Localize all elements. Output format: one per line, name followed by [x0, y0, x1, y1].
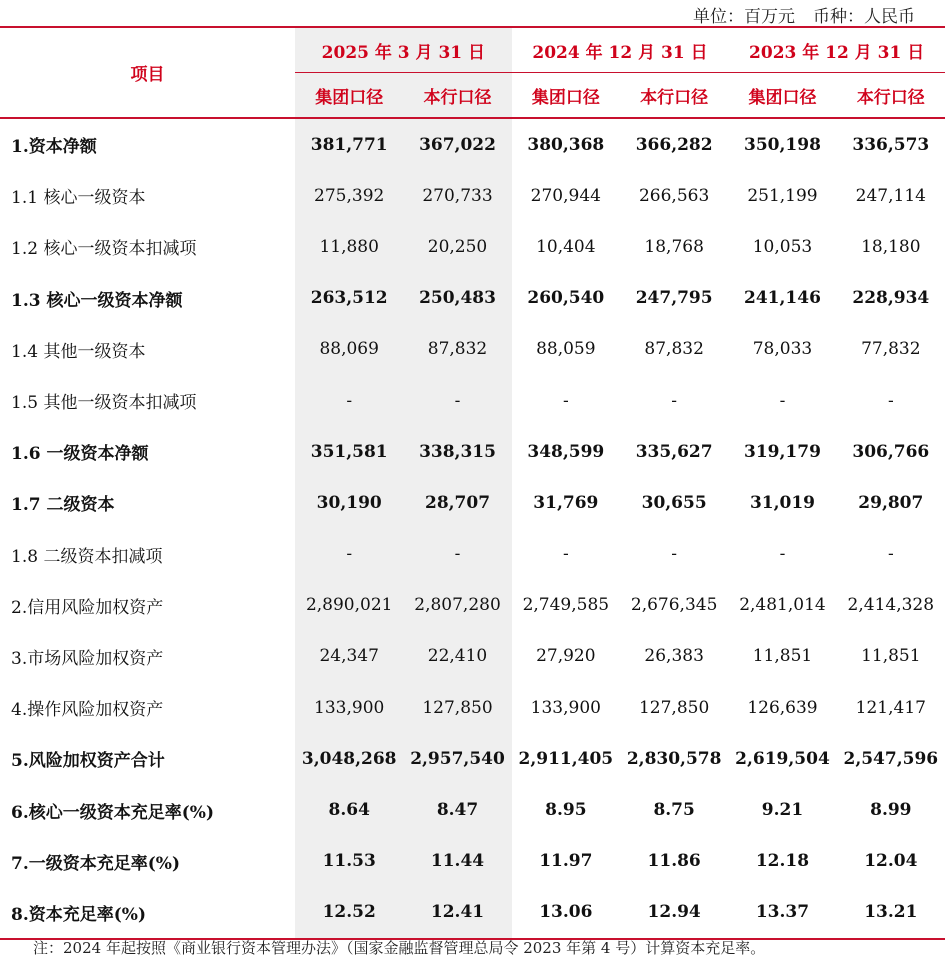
scope-header: 本行口径	[620, 73, 728, 119]
value-cell: 3,048,268	[295, 733, 403, 784]
value-cell: 11.97	[539, 851, 593, 872]
row-label: 1.8 二级资本扣减项	[11, 546, 163, 567]
value-cell: -	[671, 544, 678, 565]
value-cell: -	[562, 390, 569, 411]
value-cell: 2,676,345	[630, 595, 718, 616]
value-cell: 13.06	[512, 887, 620, 939]
value-cell: 336,573	[852, 134, 930, 155]
value-cell: 8.47	[403, 784, 511, 835]
value-cell: 10,053	[752, 236, 813, 257]
value-cell: 263,512	[295, 273, 403, 324]
value-cell: 11.86	[647, 851, 701, 872]
row-label: 1.3 核心一级资本净额	[11, 290, 183, 311]
value-cell: 8.64	[295, 784, 403, 835]
table-row	[0, 375, 945, 426]
item-column-header: 项目	[0, 27, 295, 118]
value-cell: 2,619,504	[735, 748, 830, 769]
value-cell: 13.21	[837, 887, 945, 939]
value-cell: 78,033	[752, 339, 813, 360]
value-cell: 11,880	[295, 221, 403, 272]
value-cell: 351,581	[295, 426, 403, 477]
value-cell: 241,146	[744, 288, 821, 309]
scope-header: 本行口径	[403, 73, 511, 119]
row-label: 3.市场风险加权资产	[11, 648, 164, 669]
value-cell: 367,022	[403, 118, 511, 170]
value-cell: 127,850	[403, 682, 511, 733]
value-cell: 2,957,540	[403, 733, 511, 784]
value-cell: 30,190	[295, 477, 403, 528]
value-cell: 12.04	[864, 851, 918, 872]
value-cell: -	[887, 544, 894, 565]
row-label: 1.5 其他一级资本扣减项	[11, 393, 197, 414]
value-cell: 247,114	[855, 185, 926, 206]
table-row	[0, 784, 945, 835]
row-label: 6.核心一级资本充足率(%)	[11, 802, 214, 823]
row-label: 2.信用风险加权资产	[11, 597, 164, 618]
table-row	[0, 426, 945, 477]
value-cell: 11,851	[752, 646, 813, 667]
value-cell: 270,944	[530, 185, 601, 206]
value-cell: 88,069	[295, 324, 403, 375]
unit-currency-line	[693, 2, 915, 27]
value-cell: 348,599	[527, 441, 605, 462]
value-cell: 11,851	[861, 646, 921, 667]
value-cell: 11.53	[295, 836, 403, 887]
value-cell: 2,807,280	[403, 580, 511, 631]
row-label: 4.操作风险加权资产	[11, 700, 164, 721]
table-row	[0, 682, 945, 733]
value-cell: 87,832	[403, 324, 511, 375]
value-cell: 270,733	[403, 170, 511, 221]
value-cell: -	[562, 544, 569, 565]
value-cell: -	[295, 375, 403, 426]
table-row	[0, 631, 945, 682]
value-cell: 2,749,585	[522, 595, 610, 616]
value-cell: 381,771	[295, 118, 403, 170]
table-body	[0, 118, 945, 939]
row-label: 5.风险加权资产合计	[11, 751, 165, 772]
value-cell: 20,250	[403, 221, 511, 272]
value-cell: 18,180	[861, 236, 921, 257]
footnote: 注：2024 年起按照《商业银行资本管理办法》（国家金融监督管理总局令 2023 年第 4 号）计算资本充足率。	[33, 939, 766, 957]
value-cell: -	[887, 390, 894, 411]
table-row	[0, 118, 945, 170]
value-cell: 88,059	[536, 339, 596, 360]
value-cell: -	[403, 375, 511, 426]
value-cell: 319,179	[744, 441, 821, 462]
value-cell: -	[779, 390, 786, 411]
value-cell: 8.95	[545, 800, 587, 821]
scope-header: 集团口径	[728, 73, 836, 119]
value-cell: -	[403, 529, 511, 580]
value-cell: 30,655	[641, 492, 707, 513]
value-cell: 335,627	[635, 441, 713, 462]
value-cell: 87,832	[644, 339, 704, 360]
value-cell: 29,807	[858, 492, 924, 513]
value-cell: 22,410	[403, 631, 511, 682]
value-cell: 127,850	[638, 697, 710, 718]
value-cell: 275,392	[295, 170, 403, 221]
value-cell: 251,199	[747, 185, 818, 206]
value-cell: 2,890,021	[295, 580, 403, 631]
value-cell: 31,769	[533, 492, 599, 513]
value-cell: 2,911,405	[518, 748, 614, 769]
table-row	[0, 580, 945, 631]
value-cell: 12.18	[755, 851, 810, 872]
value-cell: 2,414,328	[847, 595, 935, 616]
value-cell: 12.41	[403, 887, 511, 939]
value-cell: -	[671, 390, 678, 411]
period-header-2025q1: 2025 年 3 月 31 日	[295, 27, 512, 73]
row-label: 1.1 核心一级资本	[11, 188, 146, 209]
table-row	[0, 477, 945, 528]
value-cell: 13.37	[728, 887, 836, 939]
value-cell: 77,832	[861, 339, 921, 360]
currency-label: 币种：人民币	[813, 7, 915, 27]
value-cell: 27,920	[536, 646, 596, 667]
value-cell: 28,707	[403, 477, 511, 528]
period-header-2024: 2024 年 12 月 31 日	[512, 27, 729, 73]
value-cell: 133,900	[530, 697, 601, 718]
value-cell: -	[295, 529, 403, 580]
value-cell: 121,417	[855, 697, 926, 718]
value-cell: 338,315	[403, 426, 511, 477]
value-cell: -	[779, 544, 786, 565]
row-label: 7.一级资本充足率(%)	[11, 853, 180, 874]
value-cell: 133,900	[295, 682, 403, 733]
table-row	[0, 733, 945, 784]
scope-header: 集团口径	[295, 73, 403, 119]
value-cell: 24,347	[295, 631, 403, 682]
value-cell: 250,483	[403, 273, 511, 324]
row-label: 1.6 一级资本净额	[11, 444, 149, 465]
row-label: 1.资本净额	[11, 137, 97, 158]
value-cell: 31,019	[749, 492, 815, 513]
value-cell: 18,768	[644, 236, 704, 257]
value-cell: 350,198	[744, 134, 821, 155]
value-cell: 228,934	[852, 288, 930, 309]
value-cell: 306,766	[852, 441, 930, 462]
table-row	[0, 836, 945, 887]
table-row	[0, 221, 945, 272]
unit-label: 单位：百万元	[693, 7, 795, 27]
scope-header: 本行口径	[837, 73, 945, 119]
value-cell: 12.52	[295, 887, 403, 939]
table-row	[0, 887, 945, 939]
value-cell: 10,404	[536, 236, 596, 257]
row-label: 1.2 核心一级资本扣减项	[11, 239, 197, 260]
value-cell: 2,547,596	[843, 748, 939, 769]
value-cell: 8.99	[870, 800, 912, 821]
value-cell: 266,563	[638, 185, 710, 206]
value-cell: 126,639	[747, 697, 818, 718]
value-cell: 260,540	[527, 288, 605, 309]
capital-adequacy-table	[0, 26, 945, 940]
scope-header: 集团口径	[512, 73, 620, 119]
table-row	[0, 170, 945, 221]
table-row	[0, 273, 945, 324]
value-cell: 366,282	[635, 134, 713, 155]
row-label: 1.4 其他一级资本	[11, 341, 146, 362]
value-cell: 8.75	[653, 800, 695, 821]
period-header-2023: 2023 年 12 月 31 日	[728, 27, 945, 73]
value-cell: 26,383	[644, 646, 704, 667]
table-row	[0, 324, 945, 375]
value-cell: 12.94	[620, 887, 728, 939]
row-label: 8.资本充足率(%)	[0, 887, 295, 939]
value-cell: 11.44	[403, 836, 511, 887]
value-cell: 247,795	[635, 288, 713, 309]
row-label: 1.7 二级资本	[11, 495, 115, 516]
value-cell: 9.21	[761, 800, 804, 821]
table-row	[0, 529, 945, 580]
value-cell: 380,368	[527, 134, 605, 155]
value-cell: 2,481,014	[739, 595, 826, 616]
value-cell: 2,830,578	[626, 748, 722, 769]
